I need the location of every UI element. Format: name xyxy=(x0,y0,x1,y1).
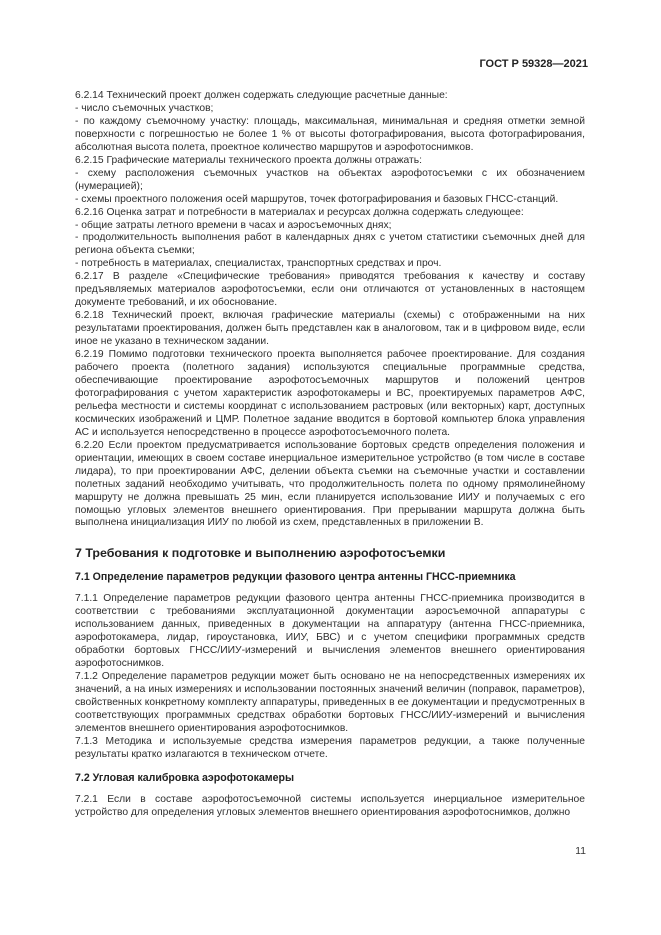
list-item: - схемы проектного положения осей маршрутов, точек фотографирования и базовых ГНСС-станций. xyxy=(75,193,559,205)
standard-header: ГОСТ Р 59328—2021 xyxy=(479,58,588,70)
list-item: - число съемочных участков; xyxy=(75,102,214,114)
list-item: - потребность в материалах, специалистах, транспортных средствах и проч. xyxy=(75,258,442,270)
paragraph-7-2-1: 7.2.1 Если в составе аэрофотосъемочной системы используется инерциальное измерительное устройство для определения угловых элементов внешнего ориентирования аэрофотоснимков, должно xyxy=(75,793,585,818)
paragraph-7-1-3: 7.1.3 Методика и используемые средства измерения параметров редукции, а также полученные результаты кратко излагаются в техническом отчете. xyxy=(75,735,585,760)
paragraph-6-2-17: 6.2.17 В разделе «Специфические требования» приводятся требования к качеству и составу предъявляемых материалов аэрофотосъемки, если они отличаются от установленных в настоящем документе требований, и их обоснование. xyxy=(75,271,585,309)
page-content xyxy=(75,90,585,820)
paragraph-6-2-18: 6.2.18 Технический проект, включая графические материалы (схемы) с отображенными на них результатами проектирования, должен быть представлен как в аналоговом, так и в цифровом виде, если иное не указано в техническом задании. xyxy=(75,310,585,348)
paragraph-6-2-16: 6.2.16 Оценка затрат и потребности в материалах и ресурсах должна содержать следующее: xyxy=(75,206,524,218)
paragraph-6-2-19: 6.2.19 Помимо подготовки технического проекта выполняется рабочее проектирование. Для создания рабочего проекта (полетного задания) используются специальные программные средства, обеспечивающие проектирование аэрофотосъемочных маршрутов и положений центров фотографирования с учетом характеристик аэрофотокамеры и ВС, проектируемых параметров АФС, рельефа местности и системы координат с использованием растровых (или векторных) карт, доступных космических изображений и ЦМР. Полетное задание вводится в бортовой компьютер блока управления АС и используется непосредственно в процессе аэрофотосъемочного полета. xyxy=(75,349,585,438)
paragraph-6-2-14: 6.2.14 Технический проект должен содержать следующие расчетные данные: xyxy=(75,90,448,101)
section-7-heading: 7 Требования к подготовке и выполнению аэрофотосъемки xyxy=(75,546,446,561)
paragraph-7-1-2: 7.1.2 Определение параметров редукции может быть основано не на непосредственных измерениях их значений, а на иных измерениях и использовании постоянных значений величин (поправок, параметров), свойственных конкретному комплекту аппаратуры, приведенных в ее документации и предусмотренных в соответствующих программных средствах обработки бортовых ГНСС/ИИУ-измерений и вычисления элементов внешнего ориентирования аэрофотоснимков. xyxy=(75,671,585,734)
subsection-7-2-heading: 7.2 Угловая калибровка аэрофотокамеры xyxy=(75,771,295,784)
paragraph-6-2-20: 6.2.20 Если проектом предусматривается использование бортовых средств определения положения и ориентации, имеющих в своем составе инерциальное измерительное устройство (в том числе в составе лидара), то при проектировании АФС, делении объекта съемки на съемочные участки и составлении полетных заданий необходимо учитывать, что продолжительность полета по одному прямолинейному маршруту не должна превышать 25 мин, если планируется использование ИИУ и получаемых с его помощью угловых элементов внешнего ориентирования. При прерывании маршрута должна быть выполнена инициализация ИИУ по любой из схем, представленных в приложении В. xyxy=(75,439,585,529)
list-item: - схему расположения съемочных участков на объектах аэрофотосъемки с их обозначением (нумерацией); xyxy=(75,167,585,192)
list-item: - общие затраты летного времени в часах и аэросъемочных днях; xyxy=(75,219,392,231)
paragraph-6-2-15: 6.2.15 Графические материалы технического проекта должны отражать: xyxy=(75,154,422,166)
list-item: - продолжительность выполнения работ в календарных днях с учетом статистики съемочных дней для региона объекта съемки; xyxy=(75,232,585,257)
subsection-7-1-heading: 7.1 Определение параметров редукции фазового центра антенны ГНСС-приемника xyxy=(75,571,516,584)
paragraph-7-1-1: 7.1.1 Определение параметров редукции фазового центра антенны ГНСС-приемника производится в соответствии с требованиями эксплуатационной документации аэросъемочной аппаратуры с использованием данных, приведенных в документации на аппаратуру (антенна ГНСС-приемника, аэрофотокамера, лидар, гироустановка, ИИУ, БВС) и с учетом специфики программных средств обработки бортовых ГНСС/ИИУ-измерений и вычисления элементов внешнего ориентирования аэрофотоснимков. xyxy=(75,593,585,670)
page-number: 11 xyxy=(575,846,586,857)
list-item: - по каждому съемочному участку: площадь, максимальная, минимальная и средняя отметки земной поверхности с погрешностью не более 1 % от высоты фотографирования, высота фотографирования, абсолютная высота полета, проектное количество маршрутов и аэрофотоснимков. xyxy=(75,115,585,153)
